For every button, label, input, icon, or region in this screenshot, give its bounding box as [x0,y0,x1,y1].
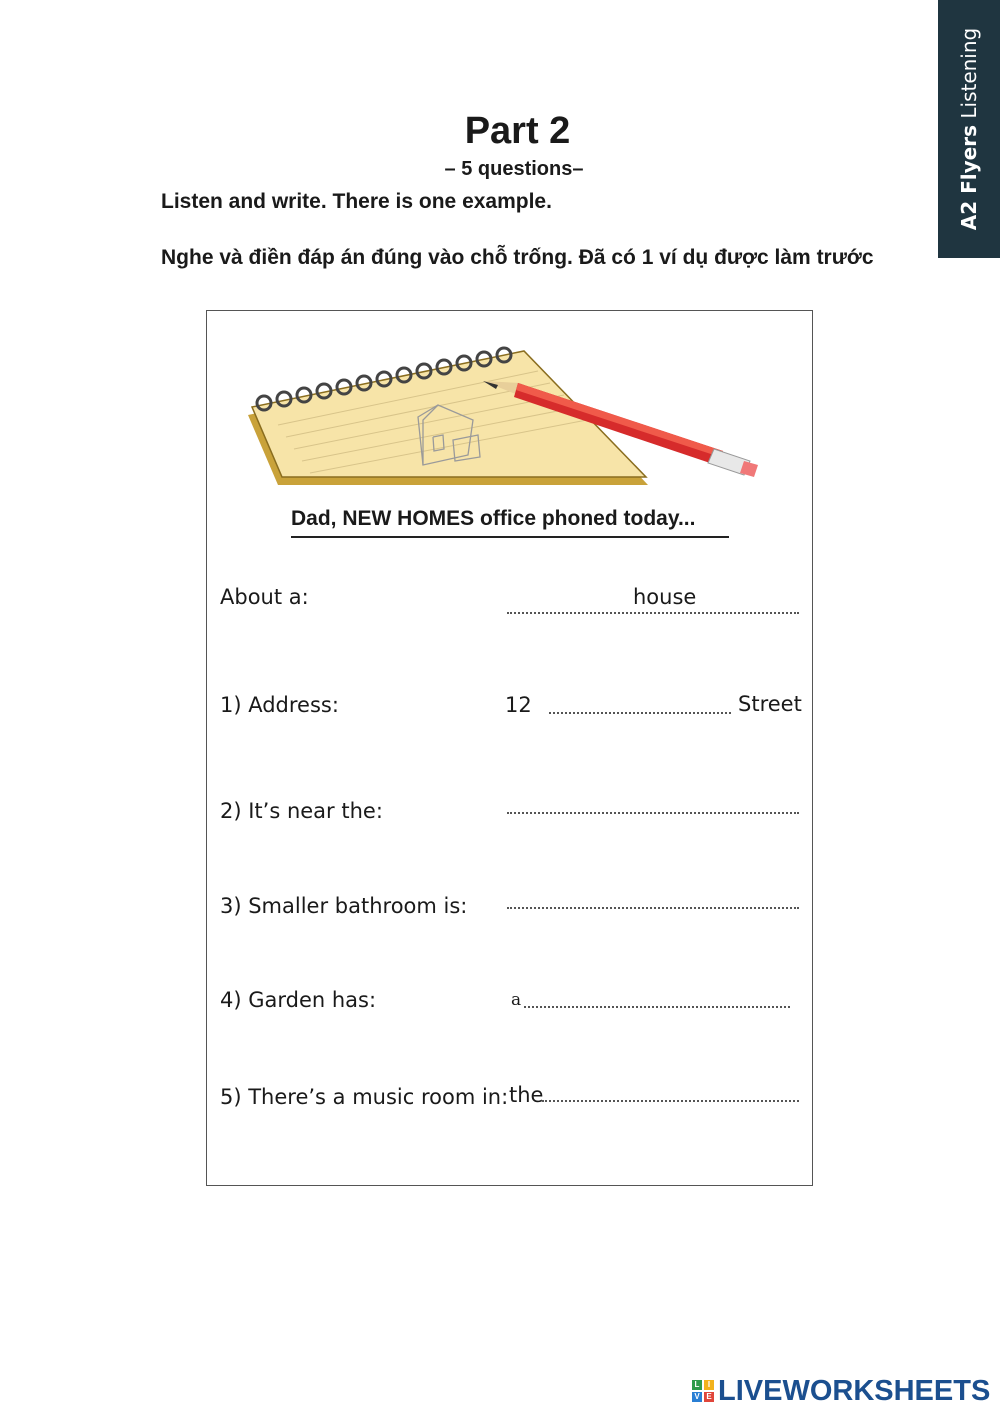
question-1-label: 1) Address: [220,693,339,717]
question-5-label: 5) There’s a music room in: [220,1085,509,1109]
question-2-answer-field[interactable] [507,812,799,814]
question-4-answer-field[interactable] [524,1006,790,1008]
question-1-prefix: 12 [505,693,532,717]
example-answer-line [507,612,799,614]
question-4-prefix: a [511,990,522,1010]
page-subtitle: – 5 questions– [444,158,584,180]
instruction-vi: Nghe và điền đáp án đúng vào chỗ trống. Đã có 1 ví dụ được làm trước [161,246,874,269]
example-label: About a: [220,585,309,609]
liveworksheets-logo-text: LIVEWORKSHEETS [718,1374,991,1407]
notepad-pencil-illustration [238,345,768,490]
logo-icon-letter-e: E [704,1392,714,1402]
page-title: Part 2 [464,110,571,152]
side-tab-light: Listening [957,27,981,119]
question-4-label: 4) Garden has: [220,988,377,1012]
question-1-answer-field[interactable] [549,712,731,714]
question-3-label: 3) Smaller bathroom is: [220,894,468,918]
question-5-answer-field[interactable] [542,1100,799,1102]
liveworksheets-logo-icon [692,1380,714,1402]
logo-icon-letter-v: V [692,1392,702,1402]
side-tab-bold: A2 Flyers [957,124,981,231]
notice-heading: Dad, NEW HOMES office phoned today... [291,507,729,538]
logo-icon-letter-i: I [704,1380,714,1390]
question-2-label: 2) It’s near the: [220,799,383,823]
example-answer: house [633,585,697,609]
question-1-suffix: Street [738,692,802,716]
question-3-answer-field[interactable] [507,907,799,909]
logo-icon-letter-l: L [692,1380,702,1390]
liveworksheets-logo [692,1374,990,1408]
instruction-en: Listen and write. There is one example. [161,190,552,213]
question-5-prefix: the [509,1083,544,1107]
